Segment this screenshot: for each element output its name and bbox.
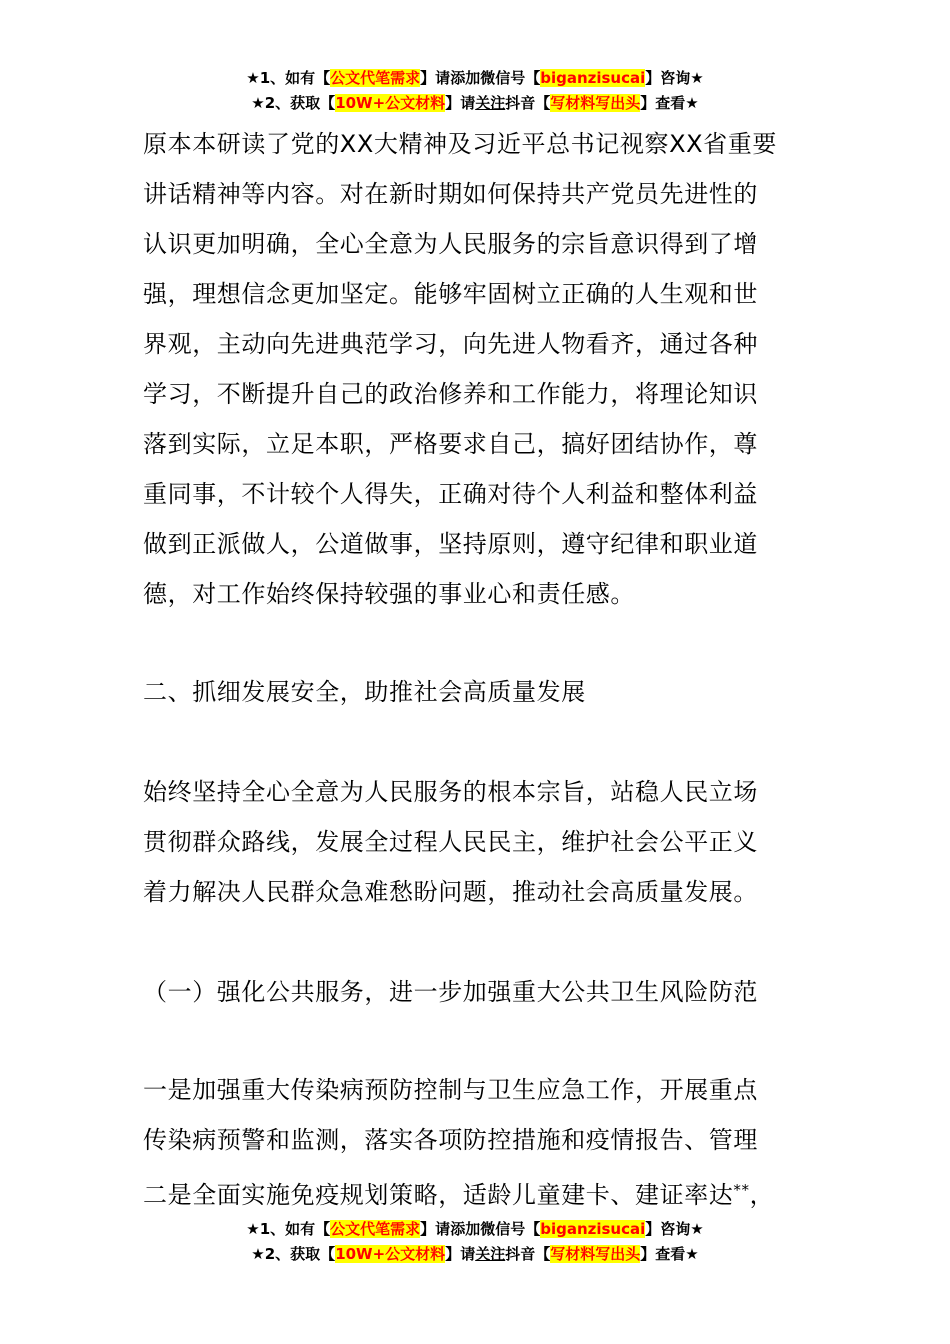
text-line: 界观，主动向先进典范学习，向先进人物看齐，通过各种 [143, 330, 758, 358]
promo-highlight-service: 公文代笔需求 [330, 69, 421, 87]
paragraph-public-health [143, 1065, 823, 1215]
text-line: 二是全面实施免疫规划策略，适龄儿童建卡、建证率达**， [143, 1181, 775, 1209]
paragraph-people-service [143, 767, 823, 917]
promo-highlight-materials: 10W+公文材料 [335, 1245, 446, 1263]
text-line: 始终坚持全心全意为人民服务的根本宗旨，站稳人民立场 [143, 778, 758, 806]
header-promo-banner [0, 66, 950, 116]
text-line: 学习，不断提升自己的政治修养和工作能力，将理论知识 [143, 380, 758, 408]
text-line: 重同事，不计较个人得失，正确对待个人利益和整体利益 [143, 480, 758, 508]
promo-highlight-wechat-id: biganzisucai [540, 69, 646, 87]
promo-highlight-douyin: 写材料写出头 [550, 94, 641, 112]
promo-highlight-douyin: 写材料写出头 [550, 1245, 641, 1263]
paragraph-party-study [143, 119, 823, 619]
promo-line-1: ★1、如有【公文代笔需求】请添加微信号【biganzisucai】咨询★ [246, 69, 704, 87]
text-line: 一是加强重大传染病预防控制与卫生应急工作，开展重点 [143, 1076, 758, 1104]
text-line: 做到正派做人，公道做事，坚持原则，遵守纪律和职业道 [143, 530, 758, 558]
promo-line-1: ★1、如有【公文代笔需求】请添加微信号【biganzisucai】咨询★ [246, 1220, 704, 1238]
text-line: 落到实际，立足本职，严格要求自己，搞好团结协作，尊 [143, 430, 758, 458]
text-line: 传染病预警和监测，落实各项防控措施和疫情报告、管理 [143, 1126, 758, 1154]
text-line: 讲话精神等内容。对在新时期如何保持共产党员先进性的 [143, 180, 758, 208]
text-line: 着力解决人民群众急难愁盼问题，推动社会高质量发展。 [143, 878, 758, 906]
promo-highlight-wechat-id: biganzisucai [540, 1220, 646, 1238]
text-line: 认识更加明确，全心全意为人民服务的宗旨意识得到了增 [143, 230, 758, 258]
redacted-rate: ** [733, 1181, 750, 1199]
text-line: 德，对工作始终保持较强的事业心和责任感。 [143, 580, 635, 608]
subsection-heading-1: （一）强化公共服务，进一步加强重大公共卫生风险防范 [143, 978, 758, 1006]
text-line: 贯彻群众路线，发展全过程人民民主，维护社会公平正义 [143, 828, 758, 856]
promo-line-2: ★2、获取【10W+公文材料】请关注抖音【写材料写出头】查看★ [251, 94, 699, 112]
text-line: 强，理想信念更加坚定。能够牢固树立正确的人生观和世 [143, 280, 758, 308]
section-heading-2: 二、抓细发展安全，助推社会高质量发展 [143, 678, 586, 706]
promo-highlight-service: 公文代笔需求 [330, 1220, 421, 1238]
footer-promo-banner [0, 1217, 950, 1267]
promo-line-2: ★2、获取【10W+公文材料】请关注抖音【写材料写出头】查看★ [251, 1245, 699, 1263]
promo-highlight-materials: 10W+公文材料 [335, 94, 446, 112]
text-line: 原本本研读了党的XX大精神及习近平总书记视察XX省重要 [143, 130, 777, 158]
